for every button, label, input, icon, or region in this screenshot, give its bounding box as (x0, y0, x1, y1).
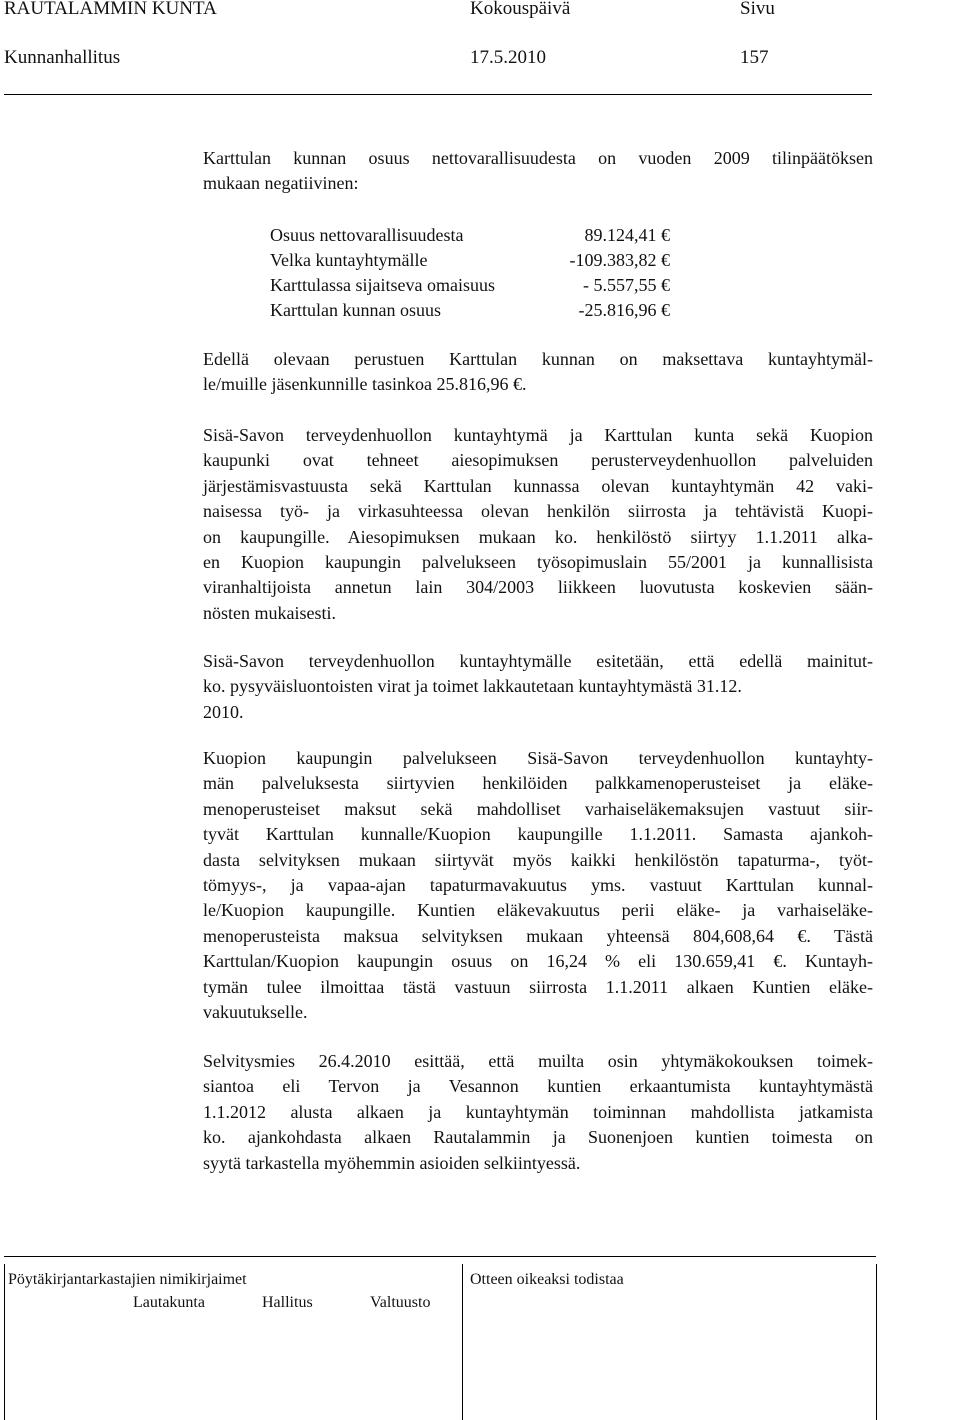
municipality-name: RAUTALAMMIN KUNTA (4, 0, 217, 19)
certified-copy-label: Otteen oikeaksi todistaa (470, 1271, 624, 1288)
table-row (270, 223, 670, 248)
text-line: naisessa työ- ja virkasuhteessa olevan henkilön siirrosta ja tehtävistä Kuopi- (203, 501, 873, 522)
board-label: Lautakunta (133, 1294, 205, 1311)
table-row-value: 89.124,41 € (584, 225, 670, 245)
paragraph-equity-share (203, 146, 873, 197)
text-line: Kuopion kaupungin palvelukseen Sisä-Savon terveydenhuollon kuntayhty- (203, 748, 873, 768)
table-row-label: Karttulan kunnan osuus (270, 300, 441, 320)
text-line: le/Kuopion kaupungille. Kuntien eläkevakuutus perii eläke- ja varhaiseläke- (203, 900, 873, 921)
text-line: on kaupungille. Aiesopimuksen mukaan ko. henkilöstö siirtyy 1.1.2011 alka- (203, 526, 873, 547)
table-row (270, 273, 670, 298)
text-line: syytä tarkastella myöhemmin asioiden selkiintyessä. (203, 1152, 581, 1173)
text-line: tömyys-, ja vapaa-ajan tapaturmavakuutus yms. vastuut Karttulan kunnal- (203, 875, 873, 896)
text-line: menoperusteiset maksut sekä mahdolliset varhaiseläkemaksujen vastuut siir- (203, 798, 873, 819)
text-line: kaupunki ovat tehneet aiesopimuksen perusterveydenhuollon palveluiden (203, 450, 873, 471)
text-line: viranhaltijoista annetun lain 304/2003 liikkeen luovutusta koskevien sään- (203, 577, 873, 598)
text-line: järjestämisvastuusta sekä Karttulan kunnassa olevan kuntayhtymän 42 vaki- (203, 475, 873, 496)
text-line: Sisä-Savon terveydenhuollon kuntayhtymälle esitetään, että edellä mainitut- (203, 651, 873, 671)
text-line: tyvät Karttulan kunnalle/Kuopion kaupungille 1.1.2011. Samasta ajankoh- (203, 824, 873, 845)
meeting-date-label: Kokouspäivä (470, 0, 571, 19)
page-number: 157 (740, 47, 769, 68)
text-line: Selvitysmies 26.4.2010 esittää, että muilta osin yhtymäkokouksen toimek- (203, 1051, 873, 1071)
text-line: Sisä-Savon terveydenhuollon kuntayhtymä ja Karttulan kunta sekä Kuopion (203, 425, 873, 445)
text-line: 2010. (203, 701, 244, 722)
paragraph-agreement (203, 423, 873, 626)
text-line: nösten mukaisesti. (203, 602, 336, 623)
text-line: ko. pysyväisluontoisten virat ja toimet lakkautetaan kuntayhtymästä 31.12. (203, 676, 742, 697)
table-row (270, 248, 670, 273)
text-line: Karttulan kunnan osuus nettovarallisuudesta on vuoden 2009 tilinpäätöksen (203, 148, 873, 168)
footer-rule (4, 1256, 876, 1257)
text-line: 1.1.2012 alusta alkaen ja kuntayhtymän toiminnan mahdollista jatkamista (203, 1101, 873, 1122)
page-label: Sivu (740, 0, 775, 19)
table-row-label: Velka kuntayhtymälle (270, 250, 428, 270)
signatures-label: Pöytäkirjantarkastajien nimikirjaimet (8, 1271, 247, 1288)
text-line: ko. ajankohdasta alkaen Rautalammin ja Suonenjoen kuntien toimesta on (203, 1127, 873, 1148)
paragraph-pension-costs (203, 746, 873, 1025)
text-line: siantoa eli Tervon ja Vesannon kuntien erkaantumista kuntayhtymästä (203, 1076, 873, 1097)
table-row (270, 298, 670, 323)
footer-divider (4, 1264, 5, 1420)
footer-divider (462, 1264, 463, 1420)
table-row-value: -109.383,82 € (569, 250, 670, 270)
text-line: vakuutukselle. (203, 1002, 308, 1023)
table-row-label: Osuus nettovarallisuudesta (270, 225, 464, 245)
text-line: le/muille jäsenkunnille tasinkoa 25.816,96 €. (203, 374, 527, 395)
table-row-value: - 5.557,55 € (583, 275, 670, 295)
header-rule (4, 94, 872, 95)
table-row-label: Karttulassa sijaitseva omaisuus (270, 275, 495, 295)
paragraph-payment (203, 347, 873, 398)
calculation-table (270, 223, 670, 323)
text-line: tymän tulee ilmoittaa tästä vastuun siirrosta 1.1.2011 alkaen Kuntien eläke- (203, 976, 873, 997)
text-line: en Kuopion kaupungin palvelukseen työsopimuslain 55/2001 ja kunnallisista (203, 552, 873, 573)
paragraph-arbitrator (203, 1049, 873, 1176)
council-label: Valtuusto (370, 1294, 431, 1311)
paragraph-proposal (203, 649, 873, 725)
footer-divider (876, 1264, 877, 1420)
text-line: män palveluksesta siirtyvien henkilöiden palkkamenoperusteiset ja eläke- (203, 773, 873, 794)
text-line: Edellä olevaan perustuen Karttulan kunnan on maksettava kuntayhtymäl- (203, 349, 873, 369)
government-label: Hallitus (262, 1294, 313, 1311)
table-row-value: -25.816,96 € (578, 300, 670, 320)
text-line: mukaan negatiivinen: (203, 173, 359, 194)
body-name: Kunnanhallitus (4, 47, 121, 68)
meeting-date: 17.5.2010 (470, 47, 546, 68)
text-line: dasta selvityksen mukaan siirtyvät myös kaikki henkilöstön tapaturma-, työt- (203, 849, 873, 870)
text-line: menoperusteista maksua selvityksen mukaan yhteensä 804,608,64 €. Tästä (203, 925, 873, 946)
text-line: Karttulan/Kuopion kaupungin osuus on 16,24 % eli 130.659,41 €. Kuntayh- (203, 951, 873, 972)
